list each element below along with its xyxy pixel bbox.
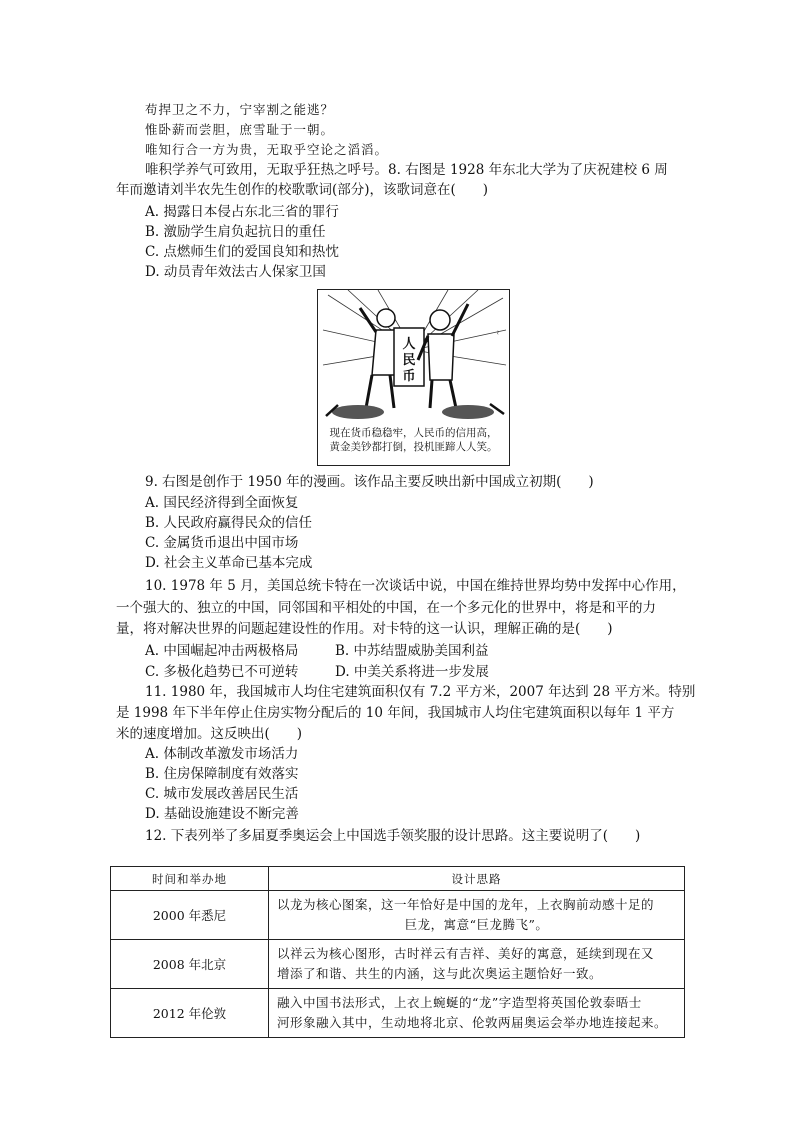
cartoon-caption-line-2: 黄金美钞都打倒，投机匪蹄人人笑。 [329,441,498,453]
q10-option-d: D. 中美关系将进一步发展 [335,664,489,680]
table-cell-design-line-2: 增添了和谐、共生的内涵，这与此次奥运主题恰好一致。 [277,966,603,981]
q9-stem: 9. 右图是创作于 1950 年的漫画。该作品主要反映出新中国成立初期( ) [145,474,594,490]
table-cell-design [269,989,685,1038]
q8-option-b: B. 激励学生肩负起抗日的重任 [145,224,326,240]
table-cell-design-line-2: 河形象融入其中，生动地将北京、伦敦两届奥运会举办地连接起来。 [277,1015,668,1030]
q9-option-d: D. 社会主义革命已基本完成 [145,555,313,571]
q10-line-3: 量，将对解决世界的问题起建设性的作用。对卡特的这一认识，理解正确的是( ) [116,621,613,637]
q9-option-c: C. 金属货币退出中国市场 [145,535,299,551]
cartoon-illustration [317,289,510,466]
cartoon-sign-char-3: 币 [402,369,416,384]
q8-line-1: 唯积学养气可致用，无取乎狂热之呼号。8. 右图是 1928 年东北大学为了庆祝建校 6 周 [145,162,668,178]
q11-line-1: 11. 1980 年，我国城市人均住宅建筑面积仅有 7.2 平方米，2007 年达到 28 平方米。特别 [145,684,696,700]
poem-line-1: 苟捍卫之不力，宁宰割之能逃？ [145,102,335,117]
q11-option-d: D. 基础设施建设不断完善 [145,806,299,822]
q8-option-c: C. 点燃师生们的爱国良知和热忱 [145,244,339,260]
cartoon-sign-char-1: 人 [402,337,416,352]
table-header-design: 设计思路 [269,867,685,891]
table-cell-place: 2012 年伦敦 [111,989,269,1038]
q11-line-3: 米的速度增加。这反映出( ) [116,726,303,742]
q8-option-a: A. 揭露日本侵占东北三省的罪行 [145,204,339,220]
q11-option-a: A. 体制改革激发市场活力 [145,746,299,762]
table-row [111,940,685,989]
cartoon-caption-line-1: 现在货币稳稳牢，人民币的信用高， [329,427,498,439]
table-cell-design [269,891,685,940]
q10-line-1: 10. 1978 年 5 月，美国总统卡特在一次谈话中说，中国在维持世界均势中发挥中心作用， [145,578,686,594]
q10-option-a: A. 中国崛起冲击两极格局 [145,643,299,659]
q9-option-b: B. 人民政府赢得民众的信任 [145,515,313,531]
q10-option-b: B. 中苏结盟威胁美国利益 [335,643,489,659]
design-table [110,866,685,1038]
table-cell-design-line-1: 以祥云为核心图形，古时祥云有吉祥、美好的寓意，延续到现在又 [277,946,655,961]
cartoon-sign-char-2: 民 [402,353,416,368]
table-cell-design-line-2: 巨龙，寓意“巨龙腾飞”。 [404,917,549,932]
q8-option-d: D. 动员青年效法古人保家卫国 [145,264,326,280]
poem-line-3: 唯知行合一方为贵，无取乎空论之滔滔。 [145,142,389,157]
q10-option-c: C. 多极化趋势已不可逆转 [145,664,299,680]
q11-option-c: C. 城市发展改善居民生活 [145,786,299,802]
table-cell-design [269,940,685,989]
q11-line-2: 是 1998 年下半年停止住房实物分配后的 10 年间，我国城市人均住宅建筑面积以每年 1 平方 [116,705,675,721]
table-cell-design-line-1: 以龙为核心图案，这一年恰好是中国的龙年，上衣胸前动感十足的 [277,897,655,912]
table-row [111,989,685,1038]
table-cell-place: 2000 年悉尼 [111,891,269,940]
cartoon-drawing [318,290,509,425]
table-header-time-place: 时间和举办地 [111,867,269,891]
q8-line-2: 年而邀请刘半农先生创作的校歌歌词(部分)，该歌词意在( ) [116,182,489,198]
cartoon-signature: ~ [494,330,501,336]
table-cell-place: 2008 年北京 [111,940,269,989]
q10-line-2: 一个强大的、独立的中国，同邻国和平相处的中国，在一个多元化的世界中，将是和平的力 [116,600,656,616]
q12-stem: 12. 下表列举了多届夏季奥运会上中国选手领奖服的设计思路。这主要说明了( ) [145,828,641,844]
table-row [111,891,685,940]
q11-option-b: B. 住房保障制度有效落实 [145,766,299,782]
poem-line-2: 惟卧薪而尝胆，庶雪耻于一朝。 [145,122,335,137]
table-header-row [111,867,685,891]
q9-option-a: A. 国民经济得到全面恢复 [145,495,299,511]
table-cell-design-line-1: 融入中国书法形式，上衣上蜿蜒的“龙”字造型将英国伦敦泰晤士 [277,995,642,1010]
